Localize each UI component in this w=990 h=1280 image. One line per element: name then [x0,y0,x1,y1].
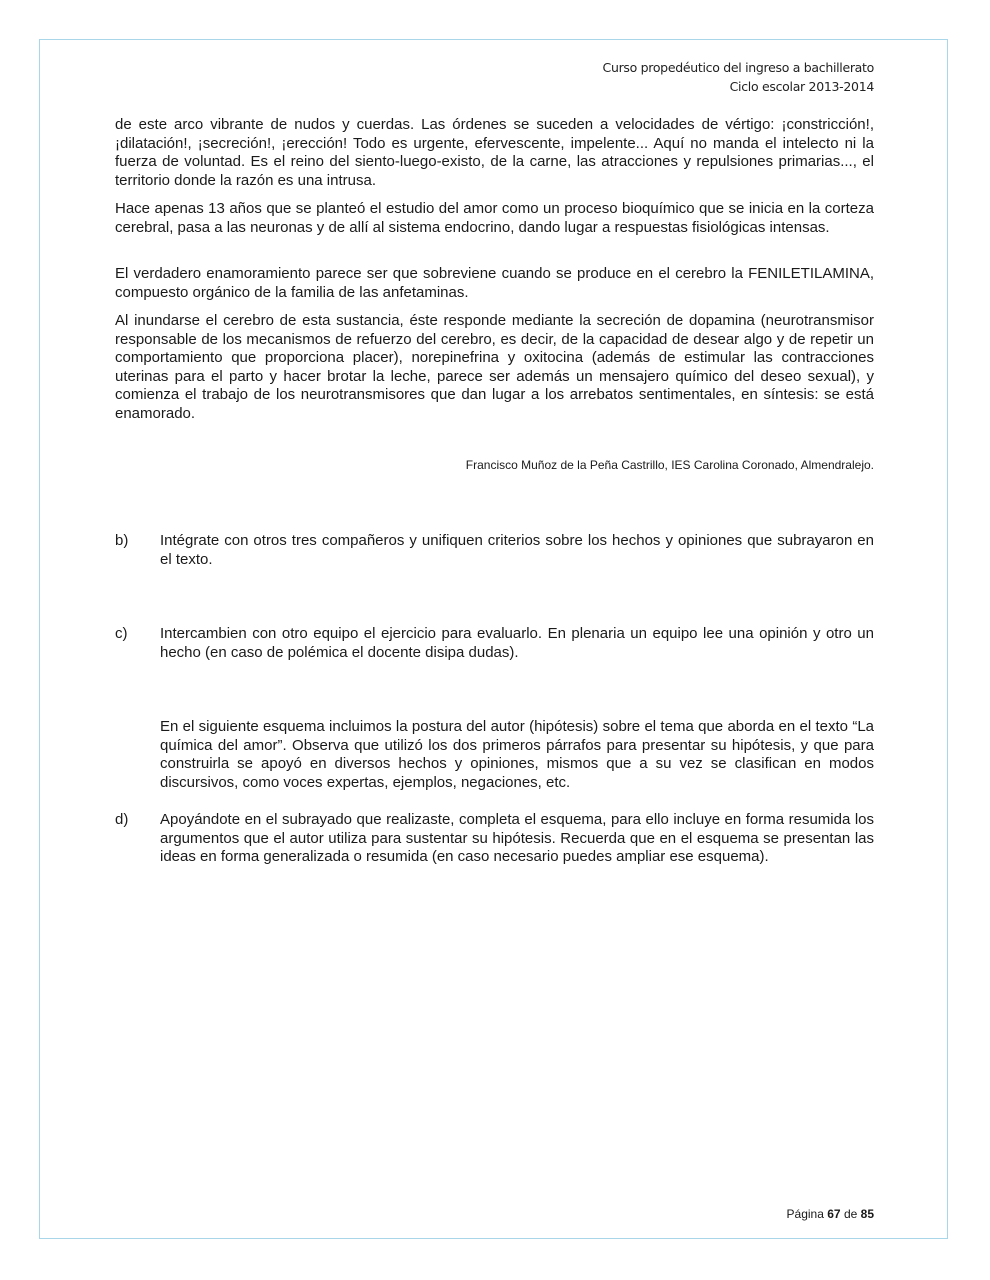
activity-label: d) [115,811,129,828]
paragraph-4: Al inundarse el cerebro de esta sustancia, éste responde mediante la secreción de dopamina (neurotransmisor responsable de los mecanismos de refuerzo del cerebro, es decir, de la capacidad de desear algo y de repetir un comportamiento que proporciona placer), norepinefrina y oxitocina (además de estimular las contracciones uterinas para el parto y hacer brotar la leche, parece ser además un mensajero químico del deseo sexual), y comienza el trabajo de los neurotransmisores que dan lugar a los arrebatos sentimentales, en síntesis: se está enamorado. [115,312,874,422]
schema-intro [115,718,874,792]
activity-text: Intercambien con otro equipo el ejercicio para evaluarlo. En plenaria un equipo lee una opinión y otro un hecho (en caso de polémica el docente disipa dudas). [160,625,874,661]
paragraph-2: Hace apenas 13 años que se planteó el estudio del amor como un proceso bioquímico que se inicia en la corteza cerebral, pasa a las neuronas y de allí al sistema endocrino, dando lugar a respuestas fisiológicas intensas. [115,200,874,236]
activity-label: c) [115,625,128,642]
paragraph-1: de este arco vibrante de nudos y cuerdas. Las órdenes se suceden a velocidades de vértigo: ¡constricción!, ¡dilatación!, ¡secreción!, ¡erección! Todo es urgente, efervescente, impelente... Aquí no manda el intelecto ni la fuerza de voluntad. Es el reino del siento-luego-existo, de la carne, las atracciones y repulsiones primarias..., el territorio donde la razón es una intrusa. [115,116,874,189]
schema-intro-text: En el siguiente esquema incluimos la postura del autor (hipótesis) sobre el tema que aborda en el texto “La química del amor”. Observa que utilizó los dos primeros párrafos para presentar su hipótesis, y que para construirla se apoyó en diversos hechos y opiniones, mismos que a su vez se clasifican en modos discursivos, como voces expertas, ejemplos, negaciones, etc. [160,718,874,791]
activity-d [115,811,874,867]
activity-c [115,625,874,662]
activity-text: Intégrate con otros tres compañeros y unifiquen criterios sobre los hechos y opiniones que subrayaron en el texto. [160,532,874,568]
current-page: 67 [827,1207,841,1221]
header-course: Curso propedéutico del ingreso a bachillerato [602,60,874,75]
total-pages: 85 [860,1207,874,1221]
paragraph-3: El verdadero enamoramiento parece ser que sobreviene cuando se produce en el cerebro la FENILETILAMINA, compuesto orgánico de la familia de las anfetaminas. [115,265,874,301]
page-prefix: Página [786,1207,824,1221]
page-of: de [843,1207,858,1221]
activity-label: b) [115,532,129,549]
attribution: Francisco Muñoz de la Peña Castrillo, IES Carolina Coronado, Almendralejo. [465,458,874,472]
activity-b [115,532,874,569]
activity-text: Apoyándote en el subrayado que realizaste, completa el esquema, para ello incluye en forma resumida los argumentos que el autor utiliza para sustentar su hipótesis. Recuerda que en el esquema se presentan las ideas en forma generalizada o resumida (en caso necesario puedes ampliar ese esquema). [160,811,874,866]
header-cycle: Ciclo escolar 2013-2014 [729,79,874,94]
page-number [787,1207,874,1221]
